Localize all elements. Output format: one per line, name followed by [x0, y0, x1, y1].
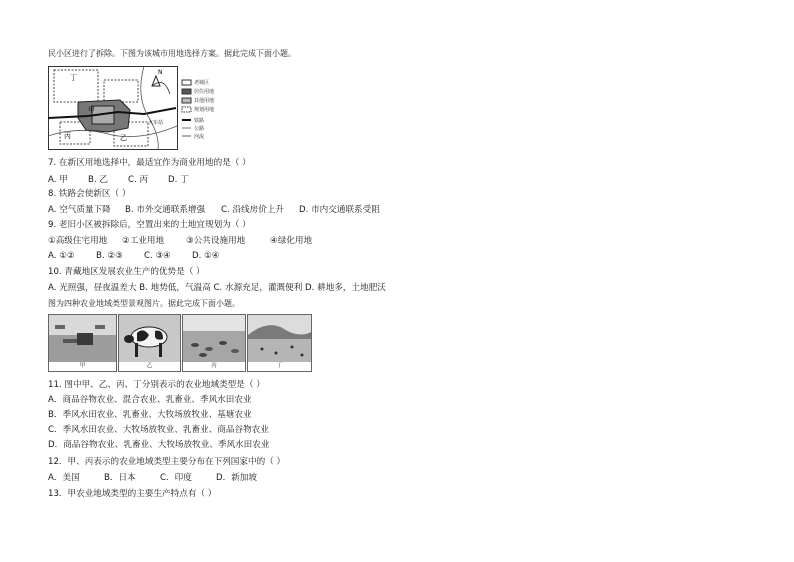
photo-yi — [118, 314, 181, 372]
q9-item-2: ②工业用地 — [122, 236, 165, 246]
q8-option-b[interactable]: B. 市外交通联系增强 — [125, 205, 206, 215]
photo-caption-yi: 乙 — [119, 362, 180, 371]
map-label-yi: 乙 — [120, 134, 127, 142]
q12-option-c[interactable]: C．印度 — [160, 473, 192, 483]
q11-stem: 11. 图中甲、乙、丙、丁分别表示的农业地域类型是（ ） — [48, 380, 265, 390]
legend-other: 其他用地 — [194, 98, 215, 104]
map-graphic — [48, 66, 288, 150]
photo-ding — [247, 314, 312, 372]
intro-text: 民小区进行了拆除。下图为该城市用地选择方案。据此完成下面小题。 — [48, 49, 296, 58]
q7-stem: 7. 在新区用地选择中，最适宜作为商业用地的是（ ） — [48, 158, 251, 168]
photo-caption-jia: 甲 — [49, 362, 116, 371]
q7-option-d[interactable]: D. 丁 — [168, 175, 189, 185]
land-use-map — [48, 66, 288, 150]
cow-image — [119, 315, 181, 364]
legend-railway: 铁路 — [194, 118, 205, 124]
legend-residential: 居住用地 — [194, 89, 215, 95]
q12-options — [48, 473, 257, 484]
q12-option-b[interactable]: B．日本 — [104, 473, 136, 483]
q13-stem: 13．甲农业地域类型的主要生产特点有（ ） — [48, 489, 217, 499]
agriculture-photos — [48, 314, 312, 372]
q9-item-3: ③公共设施用地 — [186, 236, 246, 246]
q11-option-a[interactable]: A．商品谷物农业、混合农业、乳畜业、季风水田农业 — [48, 395, 252, 405]
q7-options — [48, 175, 189, 186]
legend-river: 河流 — [194, 134, 205, 140]
q12-stem: 12．甲、丙表示的农业地域类型主要分布在下列国家中的（ ） — [48, 457, 286, 467]
q9-option-b[interactable]: B. ②③ — [96, 251, 123, 261]
legend-planned: 规划用地 — [194, 107, 215, 113]
legend-old-city: 老城区 — [194, 80, 210, 86]
paddy-field-image — [248, 315, 312, 364]
station-label: 火车站 — [148, 120, 164, 126]
q7-option-a[interactable]: A. 甲 — [48, 175, 68, 185]
q12-option-d[interactable]: D．新加坡 — [216, 473, 257, 483]
photo-bing — [182, 314, 246, 372]
q9-option-c[interactable]: C. ③④ — [144, 251, 171, 261]
q9-stem: 9. 老旧小区被拆除后，空置出来的土地宜规划为（ ） — [48, 220, 251, 230]
north-label: N — [158, 69, 163, 76]
q9-items — [48, 236, 312, 247]
legend-road: 公路 — [194, 126, 205, 132]
q11-option-c[interactable]: C．季风水田农业、大牧场放牧业、乳畜业、商品谷物农业 — [48, 425, 269, 435]
q8-stem: 8. 铁路会使新区（ ） — [48, 189, 131, 199]
photo-caption-ding: 丁 — [248, 362, 311, 371]
photo-jia — [48, 314, 117, 372]
q10-options[interactable]: A. 光照强，昼夜温差大 B. 地势低，气温高 C. 水源充足，灌溉便利 D. 耕地多，土地肥沃 — [48, 283, 386, 293]
q12-option-a[interactable]: A．美国 — [48, 473, 80, 483]
q8-option-d[interactable]: D. 市内交通联系受阻 — [299, 205, 380, 215]
photo-caption-bing: 丙 — [183, 362, 245, 371]
q7-option-b[interactable]: B. 乙 — [88, 175, 108, 185]
q8-option-c[interactable]: C. 沿线房价上升 — [221, 205, 285, 215]
map-label-jia: 甲 — [88, 106, 95, 114]
q8-option-a[interactable]: A. 空气质量下降 — [48, 205, 111, 215]
q9-item-1: ①高级住宅用地 — [48, 236, 108, 246]
q9-item-4: ④绿化用地 — [270, 236, 313, 246]
q11-option-b[interactable]: B．季风水田农业、乳畜业、大牧场放牧业、基塘农业 — [48, 410, 252, 420]
q9-options — [48, 251, 220, 262]
harvester-image — [49, 315, 117, 364]
map-label-bing: 丙 — [64, 132, 71, 140]
intro2-text: 图为四种农业地域类型景观图片。据此完成下面小题。 — [48, 299, 240, 308]
pasture-image — [183, 315, 246, 364]
q9-option-a[interactable]: A. ①② — [48, 251, 75, 261]
q9-option-d[interactable]: D. ①④ — [192, 251, 220, 261]
map-label-ding: 丁 — [70, 74, 77, 82]
q8-options — [48, 205, 380, 216]
q10-stem: 10. 青藏地区发展农业生产的优势是（ ） — [48, 267, 205, 277]
q11-option-d[interactable]: D．商品谷物农业、乳畜业、大牧场放牧业、季风水田农业 — [48, 440, 270, 450]
q7-option-c[interactable]: C. 丙 — [128, 175, 149, 185]
